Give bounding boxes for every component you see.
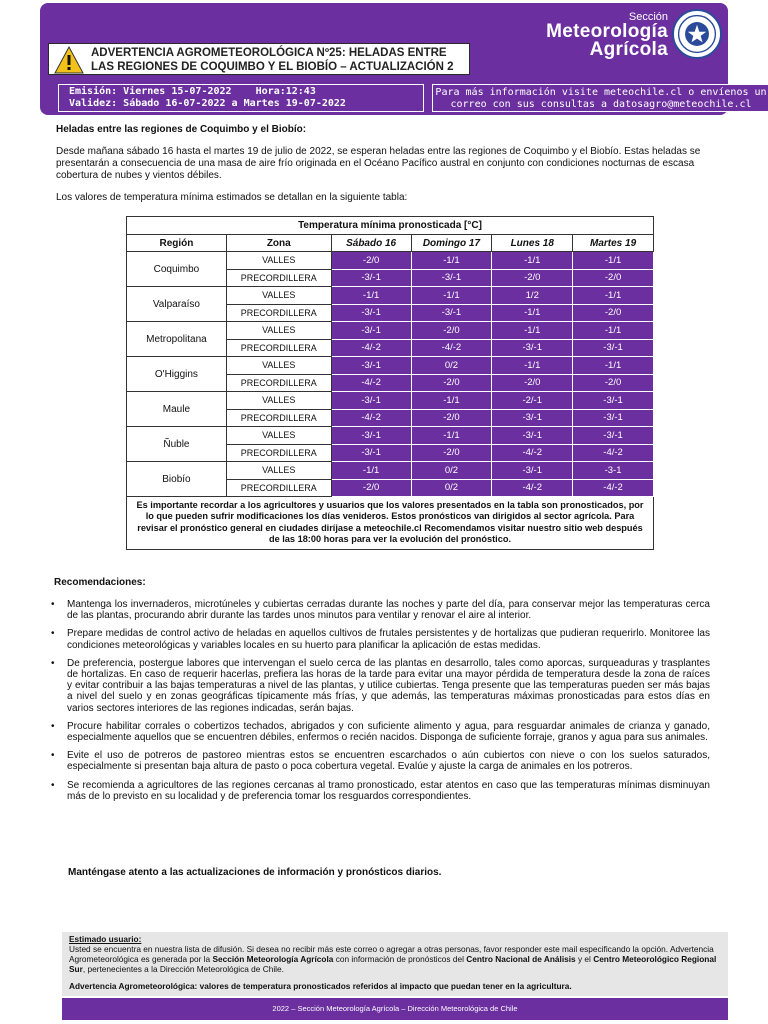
temp-value: -1/1 bbox=[573, 287, 654, 305]
contact-box bbox=[432, 84, 768, 112]
temp-value: -4/-2 bbox=[492, 444, 573, 462]
bullet-icon: • bbox=[51, 628, 55, 640]
temp-value: 0/2 bbox=[411, 357, 492, 375]
temp-value: -1/1 bbox=[411, 287, 492, 305]
table-row bbox=[127, 357, 654, 375]
temp-value: -1/1 bbox=[411, 392, 492, 410]
bullet-icon: • bbox=[51, 599, 55, 610]
zone-name: PRECORDILLERA bbox=[226, 339, 331, 357]
contact-line2: correo con sus consultas a datosagro@meteochile.cl bbox=[450, 99, 752, 110]
temp-value: -1/1 bbox=[411, 252, 492, 270]
subscriber-notice bbox=[62, 932, 728, 996]
temp-value: -3-1 bbox=[573, 462, 654, 480]
footer-bar: 2022 – Sección Meteorología Agrícola – Dirección Meteorológica de Chile bbox=[62, 998, 728, 1020]
table-intro: Los valores de temperatura mínima estimados se detallan en la siguiente tabla: bbox=[56, 192, 408, 203]
temp-value: -2/0 bbox=[573, 374, 654, 392]
validity-line: Validez: Sábado 16-07-2022 a Martes 19-07-2022 bbox=[69, 98, 346, 109]
table-row bbox=[127, 322, 654, 340]
temp-value: -3/-1 bbox=[492, 409, 573, 427]
bullet-icon: • bbox=[51, 720, 55, 732]
zone-name: PRECORDILLERA bbox=[226, 479, 331, 497]
temp-value: 0/2 bbox=[411, 479, 492, 497]
section-title: Heladas entre las regiones de Coquimbo y el Biobío: bbox=[56, 124, 307, 135]
recommendation-item bbox=[50, 721, 710, 743]
temp-value: -4/-2 bbox=[331, 339, 411, 357]
region-name: Metropolitana bbox=[127, 322, 227, 357]
temperature-table-wrap bbox=[126, 216, 654, 550]
temp-value: -4/-2 bbox=[492, 479, 573, 497]
contact-line1: Para más información visite meteochile.cl o envíenos un bbox=[435, 87, 767, 98]
table-row bbox=[127, 252, 654, 270]
temp-value: -3/-1 bbox=[411, 304, 492, 322]
col-day: Domingo 17 bbox=[411, 235, 492, 252]
temp-value: -2/0 bbox=[411, 444, 492, 462]
recommendation-text: Procure habilitar corrales o cobertizos techados, abrigados y con suficiente alimento y agua, para resguardar animales de crianza y ganado, especialmente aquellos que se encuentren débiles, enfermos o recién nacidos. Disponga de suficiente forraje, granos y agua para sus animales. bbox=[67, 720, 710, 744]
temp-value: -2/0 bbox=[411, 374, 492, 392]
temp-value: -2/-1 bbox=[492, 392, 573, 410]
warning-title: ADVERTENCIA AGROMETEOROLÓGICA Nº25: HELADAS ENTRE LAS REGIONES DE COQUIMBO Y EL BIOBÍO – ACTUALIZACIÓN 2 bbox=[91, 47, 454, 73]
temp-value: -1/1 bbox=[331, 287, 411, 305]
zone-name: PRECORDILLERA bbox=[226, 304, 331, 322]
region-name: Ñuble bbox=[127, 427, 227, 462]
seal-icon bbox=[672, 9, 722, 59]
temp-value: -3/-1 bbox=[573, 427, 654, 445]
temp-value: -1/1 bbox=[573, 252, 654, 270]
col-day: Lunes 18 bbox=[492, 235, 573, 252]
intro-paragraph: Desde mañana sábado 16 hasta el martes 19 de julio de 2022, se esperan heladas entre las regiones de Coquimbo y el Biobío. Estas heladas se presentarán a consecuencia de una masa de aire frío originada en el Océano Pacífico austral en conjunto con condiciones nocturnas de escasa cobertura de nubes y vientos débiles. bbox=[56, 146, 701, 181]
temp-value: -3/-1 bbox=[331, 304, 411, 322]
recommendation-item bbox=[50, 750, 710, 772]
temp-value: -3/-1 bbox=[331, 269, 411, 287]
zone-name: VALLES bbox=[226, 462, 331, 480]
table-row bbox=[127, 392, 654, 410]
temp-value: -3/-1 bbox=[492, 339, 573, 357]
zone-name: VALLES bbox=[226, 252, 331, 270]
temp-value: -4/-2 bbox=[573, 444, 654, 462]
zone-name: PRECORDILLERA bbox=[226, 269, 331, 287]
brand-line2: Agrícola bbox=[589, 39, 668, 60]
closing-note: Manténgase atento a las actualizaciones de información y pronósticos diarios. bbox=[68, 867, 442, 878]
bullet-icon: • bbox=[51, 750, 55, 762]
header-banner bbox=[40, 3, 767, 115]
zone-name: VALLES bbox=[226, 392, 331, 410]
region-name: Maule bbox=[127, 392, 227, 427]
zone-name: VALLES bbox=[226, 322, 331, 340]
zone-name: PRECORDILLERA bbox=[226, 409, 331, 427]
temp-value: -4/-2 bbox=[331, 374, 411, 392]
temp-value: -3/-1 bbox=[411, 269, 492, 287]
temp-value: -1/1 bbox=[492, 252, 573, 270]
temp-value: -2/0 bbox=[573, 269, 654, 287]
zone-name: VALLES bbox=[226, 287, 331, 305]
temp-value: -2/0 bbox=[411, 322, 492, 340]
bullet-icon: • bbox=[51, 779, 55, 791]
bullet-icon: • bbox=[51, 657, 55, 669]
recommendation-text: Evite el uso de potreros de pastoreo mientras estos se encuentren escarchados o aún cubiertos con nieve o con los suelos saturados, especialmente si presentan baja altura de pasto o poca cobertura vegetal. Evalúe y ajuste la carga de animales en los potreros. bbox=[67, 750, 710, 773]
temp-value: -1/1 bbox=[573, 357, 654, 375]
temp-value: -2/0 bbox=[492, 269, 573, 287]
brand-section: Sección bbox=[628, 11, 668, 23]
table-note: Es importante recordar a los agricultores y usuarios que los valores presentados en la tabla son pronosticados, por lo que pueden sufrir modificaciones los días venideros. Estos pronósticos van dirigidos al sector agrícola. Para revisar el pronóstico general en ciudades diríjase a meteochile.cl Recomendamos visitar nuestro sitio web después de las 18:00 horas para ver la evolución del pronóstico. bbox=[126, 497, 654, 550]
temp-value: 0/2 bbox=[411, 462, 492, 480]
temp-value: -3/-1 bbox=[331, 444, 411, 462]
region-name: O'Higgins bbox=[127, 357, 227, 392]
table-row bbox=[127, 462, 654, 480]
brand-line1: Meteorología bbox=[546, 21, 668, 42]
col-region: Región bbox=[127, 235, 227, 252]
zone-name: PRECORDILLERA bbox=[226, 444, 331, 462]
table-row bbox=[127, 287, 654, 305]
temp-value: -4/-2 bbox=[331, 409, 411, 427]
col-zone: Zona bbox=[226, 235, 331, 252]
recommendations-title: Recomendaciones: bbox=[54, 577, 146, 588]
table-caption: Temperatura mínima pronosticada [°C] bbox=[127, 217, 654, 235]
recommendation-text: Se recomienda a agricultores de las regiones cercanas al tramo pronosticado, estar atentos en caso que las temperaturas mínimas disminuyan más de lo previsto en su localidad y de preferencia tomar los resguardos correspondientes. bbox=[67, 779, 710, 802]
zone-name: VALLES bbox=[226, 357, 331, 375]
temp-value: -3/-1 bbox=[331, 357, 411, 375]
recommendation-item bbox=[50, 628, 710, 650]
temp-value: -2/0 bbox=[411, 409, 492, 427]
temp-value: -3/-1 bbox=[331, 322, 411, 340]
temp-value: -3/-1 bbox=[573, 392, 654, 410]
temp-value: -3/-1 bbox=[331, 427, 411, 445]
recommendation-item bbox=[50, 658, 710, 714]
recommendation-text: Mantenga los invernaderos, microtúneles y cubiertas cerradas durante las noches y parte del día, para conservar mejor las temperaturas cerca de las plantas, procurando abrir durante las tardes unos minutos para ventilar y renovar el aire al interior. bbox=[67, 599, 710, 622]
temp-value: -3/-1 bbox=[573, 339, 654, 357]
emission-box bbox=[58, 84, 424, 112]
temp-value: -4/-2 bbox=[411, 339, 492, 357]
emission-line: Emisión: Viernes 15-07-2022 Hora:12:43 bbox=[69, 86, 316, 97]
temp-value: -1/1 bbox=[573, 322, 654, 340]
notice-text: Usted se encuentra en nuestra lista de difusión. Si desea no recibir más este correo o agregar a otras personas, favor responder este mail especificando la opción. Advertencia Agrometeorológica es generada por la Sección Meteorología Agrícola con información de pronósticos del Centro Nacional de Análisis y el Centro Meteorológico Regional Sur, pertenecientes a la Dirección Meteorológica de Chile. bbox=[69, 944, 717, 974]
temp-value: -1/1 bbox=[492, 322, 573, 340]
temperature-table bbox=[126, 216, 654, 497]
temp-value: -2/0 bbox=[331, 252, 411, 270]
temp-value: -1/1 bbox=[492, 357, 573, 375]
temp-value: -2/0 bbox=[492, 374, 573, 392]
region-name: Valparaíso bbox=[127, 287, 227, 322]
col-day: Martes 19 bbox=[573, 235, 654, 252]
recommendation-text: De preferencia, postergue labores que intervengan el suelo cerca de las plantas en desarrollo, tales como aporcas, surqueaduras y trasplantes de hortalizas. En caso de requerir hacerlas, prefiera las horas de la tarde para evitar una mayor pérdida de temperatura desde la zona de raíces y evitar contribuir a las bajas temperaturas a nivel de las plantas, y utilice cubiertas. Tenga presente que las temperaturas pueden ser más bajas a nivel del suelo y en zonas geográficas típicamente más frías, y que además, las temperaturas máximas pronosticadas para estos días en varios sectores interiores de las regiones indicadas, serán bajas. bbox=[67, 657, 710, 714]
recommendation-text: Prepare medidas de control activo de heladas en aquellos cultivos de frutales persistentes y de hortalizas que pudieran requerirlo. Monitoree las condiciones meteorológicas y variables locales en su huerto para planificar la aplicación de estas medidas. bbox=[67, 628, 710, 651]
greeting: Estimado usuario: bbox=[69, 934, 142, 944]
temp-value: -1/1 bbox=[331, 462, 411, 480]
temp-value: -2/0 bbox=[573, 304, 654, 322]
zone-name: PRECORDILLERA bbox=[226, 374, 331, 392]
definition: Advertencia Agrometeorológica: valores de temperatura pronosticados referidos al impacto que puedan tener en la agricultura. bbox=[69, 981, 572, 991]
brand-logo bbox=[546, 11, 668, 59]
recommendations-list bbox=[50, 599, 710, 809]
recommendation-item bbox=[50, 780, 710, 802]
temp-value: -3/-1 bbox=[492, 427, 573, 445]
recommendation-item bbox=[50, 599, 710, 621]
warning-title-box bbox=[48, 43, 470, 75]
table-row bbox=[127, 427, 654, 445]
temp-value: 1/2 bbox=[492, 287, 573, 305]
temp-value: -1/1 bbox=[411, 427, 492, 445]
temp-value: -4/-2 bbox=[573, 479, 654, 497]
col-day: Sábado 16 bbox=[331, 235, 411, 252]
temp-value: -2/0 bbox=[331, 479, 411, 497]
temp-value: -3/-1 bbox=[492, 462, 573, 480]
region-name: Coquimbo bbox=[127, 252, 227, 287]
temp-value: -3/-1 bbox=[573, 409, 654, 427]
temp-value: -1/1 bbox=[492, 304, 573, 322]
zone-name: VALLES bbox=[226, 427, 331, 445]
region-name: Biobío bbox=[127, 462, 227, 497]
temp-value: -3/-1 bbox=[331, 392, 411, 410]
warning-icon bbox=[53, 45, 85, 75]
